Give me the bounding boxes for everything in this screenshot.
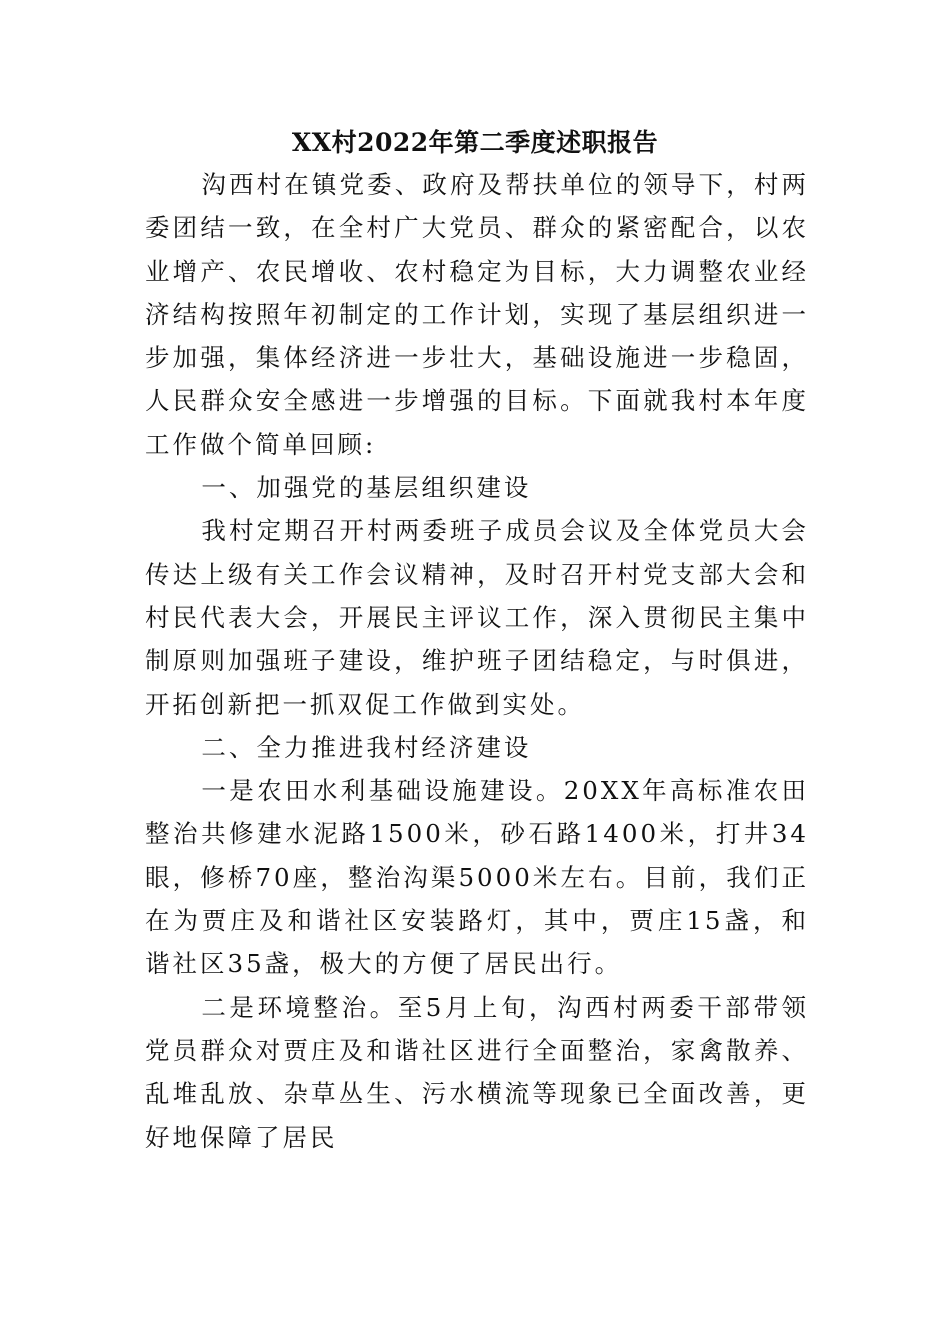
section-paragraph-party-building: 我村定期召开村两委班子成员会议及全体党员大会传达上级有关工作会议精神，及时召开村党支部大会和村民代表大会，开展民主评议工作，深入贯彻民主集中制原则加强班子建设，维护班子团结稳定，与时俱进，开拓创新把一抓双促工作做到实处。 <box>145 516 809 719</box>
document-body <box>145 163 809 1159</box>
section-heading-economic-construction: 二、全力推进我村经济建设 <box>201 732 532 762</box>
section-heading-party-building: 一、加强党的基层组织建设 <box>201 473 532 503</box>
document-title: XX村2022年第二季度述职报告 <box>291 128 659 157</box>
section-paragraph-environment: 二是环境整治。至5月上旬，沟西村两委干部带领党员群众对贾庄及和谐社区进行全面整治，家禽散养、乱堆乱放、杂草丛生、污水横流等现象已全面改善，更好地保障了居民 <box>145 992 809 1152</box>
intro-paragraph: 沟西村在镇党委、政府及帮扶单位的领导下，村两委团结一致，在全村广大党员、群众的紧密配合，以农业增产、农民增收、农村稳定为目标，大力调整农业经济结构按照年初制定的工作计划，实现了基层组织进一步加强，集体经济进一步壮大，基础设施进一步稳固，人民群众安全感进一步增强的目标。下面就我村本年度工作做个简单回顾: <box>145 170 809 459</box>
section-paragraph-irrigation: 一是农田水利基础设施建设。20XX年高标准农田整治共修建水泥路1500米，砂石路1400米，打井34眼，修桥70座，整治沟渠5000米左右。目前，我们正在为贾庄及和谐社区安装路灯，其中，贾庄15盏，和谐社区35盏，极大的方便了居民出行。 <box>145 776 809 979</box>
